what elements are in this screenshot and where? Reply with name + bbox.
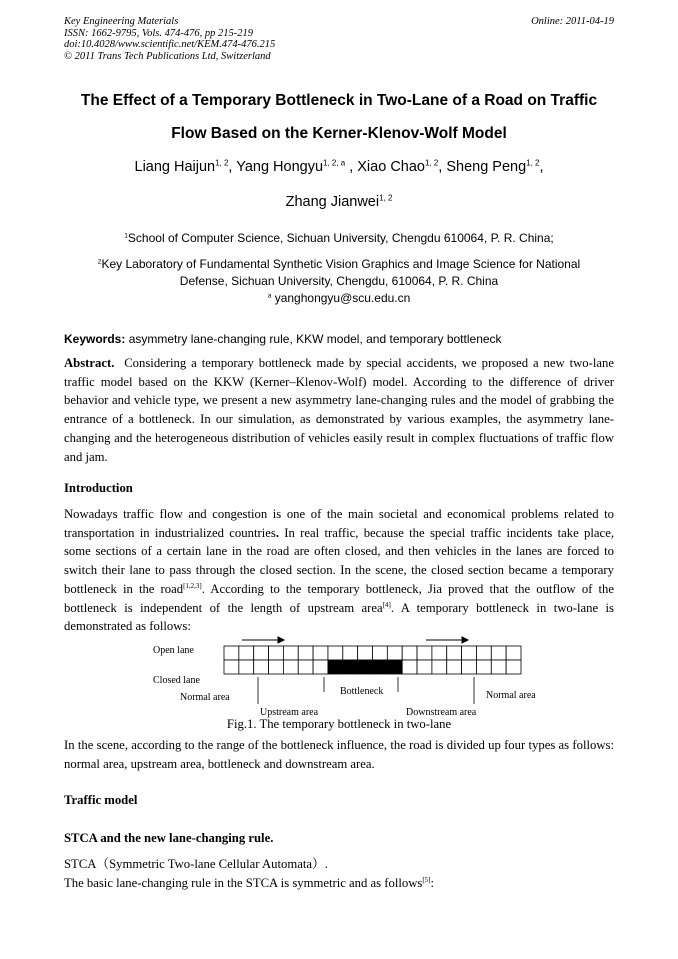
copyright: © 2011 Trans Tech Publications Ltd, Switzerland [64, 50, 271, 62]
abstract [64, 354, 614, 466]
author-sup: 1, 2 [526, 158, 540, 168]
author-name: Sheng Peng [446, 159, 527, 175]
stca-colon: : [430, 875, 435, 890]
intro-heading: Introduction [64, 481, 133, 495]
paper-title-line1: The Effect of a Temporary Bottleneck in Two-Lane of a Road on Traffic [80, 92, 598, 109]
open-lane-label: Open lane [153, 645, 194, 656]
affil-text-line2: Defense, Sichuan University, Chengdu, 610064, P. R. China [179, 274, 499, 288]
journal-name: Key Engineering Materials [64, 16, 179, 27]
lane-cell [269, 660, 284, 674]
lane-cell [491, 660, 506, 674]
closed-cell [328, 660, 343, 674]
email-sup: a [267, 292, 272, 300]
affil-text: School of Computer Science, Sichuan University, Chengdu 610064, P. R. China; [127, 231, 554, 245]
author-sup: 1, 2 [215, 158, 229, 168]
lane-cell [298, 660, 313, 674]
lane-cell [254, 660, 269, 674]
lane-cell [283, 660, 298, 674]
affiliation-1 [40, 230, 638, 247]
lane-cell [462, 646, 477, 660]
online-date: Online: 2011-04-19 [531, 16, 614, 27]
stca-line: STCA（Symmetric Two-lane Cellular Automata）. [64, 857, 328, 871]
keywords-text: asymmetry lane-changing rule, KKW model, and temporary bottleneck [128, 332, 502, 346]
bottleneck-figure [150, 636, 550, 720]
author-sep: , [539, 159, 544, 175]
lane-cell [328, 646, 343, 660]
issn: ISSN: 1662-9795, Vols. 474-476, pp 215-219 [64, 27, 253, 39]
lane-cell [476, 646, 491, 660]
upstream-area-label: Upstream area [260, 707, 319, 718]
lane-cell [343, 646, 358, 660]
stca-rule: The basic lane-changing rule in the STCA is symmetric and as follows [64, 875, 423, 890]
lane-cell [224, 646, 239, 660]
keywords [64, 332, 614, 346]
stca-heading: STCA and the new lane-changing rule. [64, 831, 274, 845]
author-sup: 1, 2 [379, 193, 393, 203]
lane-cell [432, 646, 447, 660]
keywords-label: Keywords: [64, 332, 126, 346]
author-sup: 1, 2 [424, 158, 439, 168]
normal-area-left-label: Normal area [180, 692, 230, 703]
traffic-model-heading: Traffic model [64, 793, 138, 807]
closed-cell [387, 660, 402, 674]
arrow-right-icon [462, 637, 468, 643]
normal-area-right-label: Normal area [486, 690, 536, 701]
lane-cell [373, 646, 388, 660]
lane-cell [402, 646, 417, 660]
lane-cell [254, 646, 269, 660]
citation: [4] [382, 600, 391, 609]
intro-text: . A temporary bottleneck in two-lane is demonstrated as follows: [64, 600, 614, 634]
lane-cell [476, 660, 491, 674]
lane-cell [432, 660, 447, 674]
email: yanghongyu@scu.edu.cn [274, 291, 411, 305]
lane-cell [224, 660, 239, 674]
lane-grid [224, 646, 521, 674]
closed-lane-label: Closed lane [153, 675, 200, 686]
lane-cell [417, 660, 432, 674]
intro-dot: . [275, 525, 279, 540]
citation: [1,2,3] [183, 581, 202, 590]
closed-cell [343, 660, 358, 674]
author-name: Yang Hongyu [236, 159, 324, 175]
bottleneck-label: Bottleneck [340, 686, 384, 697]
author-list-line2 [40, 194, 638, 210]
affil-sup: 2 [97, 258, 102, 266]
lane-cell [283, 646, 298, 660]
affil-sup: 1 [124, 232, 128, 240]
lane-cell [447, 660, 462, 674]
lane-cell [269, 646, 284, 660]
lane-cell [298, 646, 313, 660]
author-name: Liang Haijun [134, 159, 216, 175]
direction-arrows [242, 637, 468, 643]
lane-cell [447, 646, 462, 660]
author-list [40, 159, 638, 175]
intro-text: . According to the temporary bottleneck, Jia proved that the outflow of the bottleneck is independent of the length of upstream area [64, 581, 614, 615]
author-sep: , [228, 159, 237, 175]
arrow-right-icon [278, 637, 284, 643]
author-sep: , [438, 159, 447, 175]
author-name: Zhang Jianwei [285, 194, 380, 210]
lane-cell [239, 646, 254, 660]
stca-text [64, 855, 614, 892]
lane-cell [402, 660, 417, 674]
citation: [5] [422, 875, 431, 884]
author-name: Xiao Chao [357, 159, 425, 175]
lane-cell [387, 646, 402, 660]
author-sup: 1, 2, a [323, 158, 346, 168]
lane-cell [239, 660, 254, 674]
affil-text: Key Laboratory of Fundamental Synthetic Vision Graphics and Image Science for National [101, 257, 581, 271]
closed-cell [373, 660, 388, 674]
paper-title-line2: Flow Based on the Kerner-Klenov-Wolf Model [171, 125, 507, 142]
after-figure-paragraph: In the scene, according to the range of the bottleneck influence, the road is divided up four types as follows: normal area, upstream area, bottleneck and downstream area. [64, 738, 614, 771]
intro-paragraph [64, 505, 614, 636]
abstract-label: Abstract. [64, 356, 115, 370]
lane-cell [506, 660, 521, 674]
lane-cell [358, 646, 373, 660]
lane-cell [506, 646, 521, 660]
intro-text: Nowadays traffic flow and congestion is one of the main societal and economical problems related to transportation in industrialized countries [64, 507, 614, 540]
closed-cell [358, 660, 373, 674]
journal-header [64, 16, 614, 62]
author-sep: , [345, 159, 358, 175]
downstream-area-label: Downstream area [406, 707, 477, 718]
lane-cell [491, 646, 506, 660]
lane-cell [462, 660, 477, 674]
lane-cell [313, 660, 328, 674]
abstract-text: Considering a temporary bottleneck made by special accidents, we proposed a new two-lane traffic model based on the KKW (Kerner–Klenov-Wolf) model. According to the difference of driver behavior and vehicle type, we present a new asymmetry lane-changing rules and the model of grabbing the entrance of a bottleneck. In our simulation, as demonstrated by various examples, the asymmetry lane-changing and the heterogeneous distribution of vehicles easily result in complex fluctuations of traffic flow and jam. [64, 356, 614, 464]
doi: doi:10.4028/www.scientific.net/KEM.474-476.215 [64, 39, 276, 50]
lane-cell [313, 646, 328, 660]
figure-caption: Fig.1. The temporary bottleneck in two-lane [226, 717, 452, 731]
affiliation-2 [40, 256, 638, 307]
intro-text: In real traffic, because the special traffic incidents take place, some sections of a certain lane in the road are often closed, and then vehicles in the lanes are forced to switch their lane to pass through the closed section. In the scene, the closed section became a temporary bottleneck in the road [64, 525, 614, 596]
lane-cell [417, 646, 432, 660]
